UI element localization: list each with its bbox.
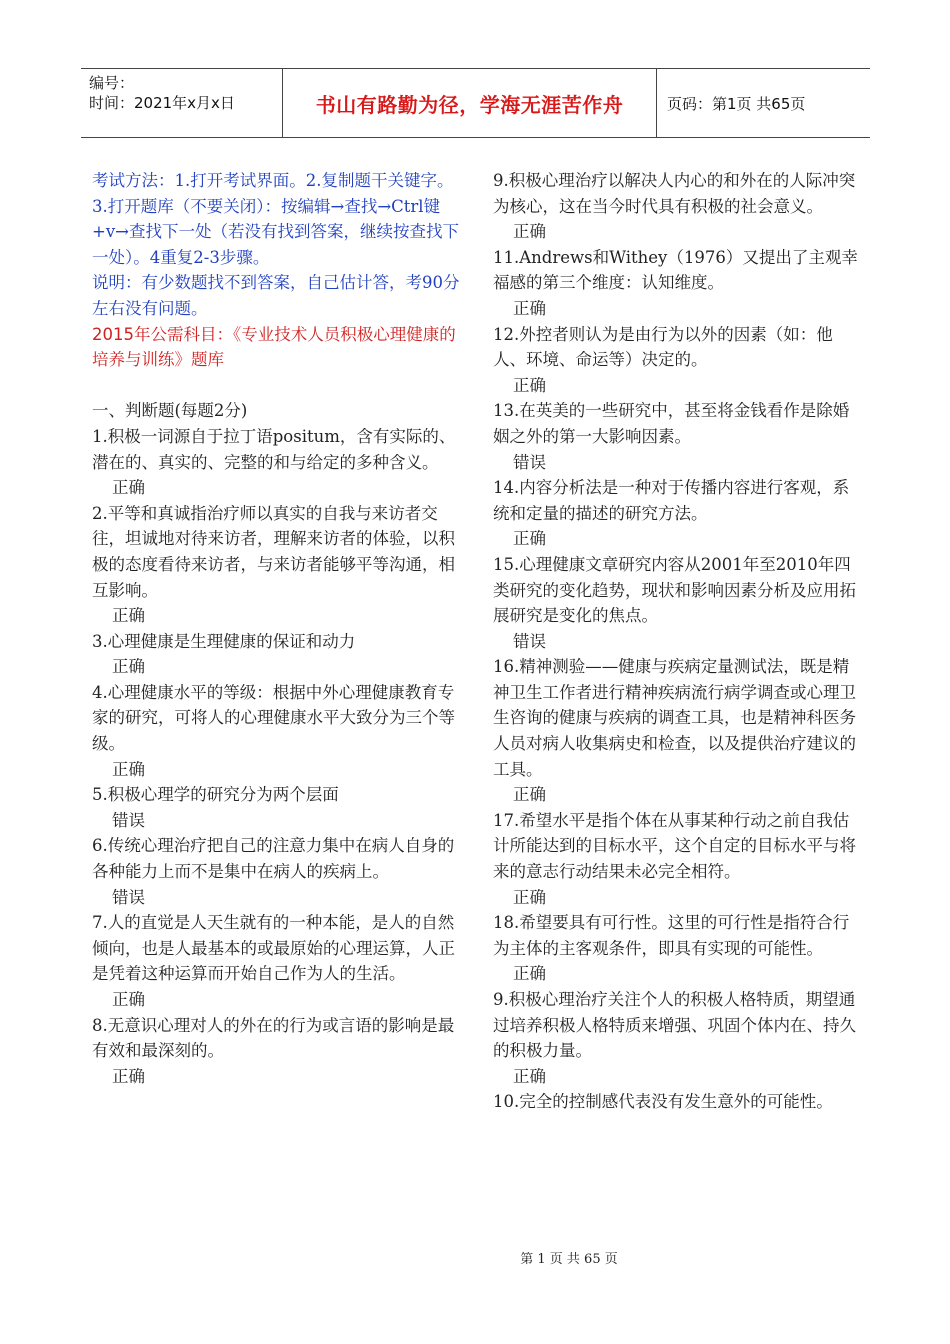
answer-text: 错误 — [112, 810, 145, 830]
question-text: 5.积极心理学的研究分为两个层面 — [92, 785, 339, 805]
question-text: 6.传统心理治疗把自己的注意力集中在病人自身的各种能力上而不是集中在病人的疾病上。 — [92, 836, 455, 882]
question-text: 18.希望要具有可行性。这里的可行性是指符合行为主体的主客观条件，即具有实现的可能性。 — [493, 913, 850, 958]
answer-text: 正确 — [513, 1066, 546, 1086]
answer-text: 正确 — [112, 657, 145, 677]
question-text: 2.平等和真诚指治疗师以真实的自我与来访者交往，坦诚地对待来访者，理解来访者的体验，以积极的态度看待来访者，与来访者能够平等沟通，相互影响。 — [92, 503, 455, 600]
right-column — [493, 168, 861, 1115]
footer-page-number: 第 1 页 共 65 页 — [520, 1252, 618, 1267]
question-text: 9.积极心理治疗关注个人的积极人格特质，期望通过培养积极人格特质来增强、巩固个体内在、持久的积极力量。 — [493, 990, 856, 1061]
left-column — [92, 168, 462, 1089]
section-title: 一、判断题(每题2分) — [92, 401, 248, 421]
header-table — [81, 68, 870, 138]
question-text: 4.心理健康水平的等级：根据中外心理健康教育专家的研究，可将人的心理健康水平大致分为三个等级。 — [92, 682, 455, 754]
answer-text: 正确 — [513, 964, 546, 984]
answer-text: 正确 — [112, 1066, 145, 1086]
question-text: 16.精神测验——健康与疾病定量测试法，既是精神卫生工作者进行精神疾病流行病学调查或心理卫生咨询的健康与疾病的调查工具，也是精神科医务人员对病人收集病史和检查，以及提供治疗建议的工具。 — [493, 657, 856, 779]
answer-text: 正确 — [112, 990, 145, 1009]
answer-text: 错误 — [513, 452, 546, 472]
question-text: 8.无意识心理对人的外在的行为或言语的影响是最有效和最深刻的。 — [92, 1015, 455, 1061]
answer-text: 错误 — [513, 631, 546, 651]
answer-text: 正确 — [513, 785, 546, 805]
question-text: 12.外控者则认为是由行为以外的因素（如：他人、环境、命运等）决定的。 — [493, 324, 833, 370]
exam-method-text: 考试方法：1.打开考试界面。2.复制题干关键字。3.打开题库（不要关闭）：按编辑→查找→Ctrl键+v→查找下一处（若没有找到答案，继续按查找下一处）。4重复2-3步骤。 — [92, 171, 459, 267]
left-question-list — [92, 424, 462, 1089]
answer-text: 正确 — [513, 375, 546, 395]
time-label: 时间：2021年x月x日 — [89, 94, 235, 112]
answer-text: 正确 — [513, 222, 546, 242]
question-text: 13.在英美的一些研究中，甚至将金钱看作是除婚姻之外的第一大影响因素。 — [493, 401, 850, 446]
answer-text: 正确 — [513, 298, 546, 318]
question-text: 15.心理健康文章研究内容从2001年至2010年四类研究的变化趋势，现状和影响因素分析及应用拓展研究是变化的焦点。 — [493, 554, 856, 626]
answer-text: 错误 — [112, 887, 145, 907]
motto: 书山有路勤为径，学海无涯苦作舟 — [283, 69, 657, 137]
answer-text: 正确 — [112, 478, 145, 498]
question-text: 10.完全的控制感代表没有发生意外的可能性。 — [493, 1092, 833, 1112]
question-text: 17.希望水平是指个体在从事某种行动之前自我估计所能达到的目标水平，这个自定的目标水平与将来的意志行动结果未必完全相符。 — [493, 810, 856, 882]
question-text: 14.内容分析法是一种对于传播内容进行客观，系统和定量的描述的研究方法。 — [493, 478, 850, 523]
answer-text: 正确 — [112, 606, 145, 626]
header-left-cell — [81, 69, 283, 137]
question-text: 3.心理健康是生理健康的保证和动力 — [92, 631, 356, 651]
note-text: 说明：有少数题找不到答案，自己估计答，考90分左右没有问题。 — [92, 273, 460, 318]
page-label: 页码：第1页 共65页 — [667, 94, 806, 113]
subject-title: 2015年公需科目：《专业技术人员积极心理健康的培养与训练》题库 — [92, 324, 456, 370]
answer-text: 正确 — [112, 759, 145, 779]
question-text: 11.Andrews和Withey（1976）又提出了主观幸福感的第三个维度：认知维度。 — [493, 247, 858, 293]
answer-text: 正确 — [513, 529, 546, 549]
right-question-list — [493, 168, 861, 1115]
question-text: 9.积极心理治疗以解决人内心的和外在的人际冲突为核心，这在当今时代具有积极的社会意义。 — [493, 171, 856, 216]
answer-text: 正确 — [513, 887, 546, 907]
question-text: 1.积极一词源自于拉丁语positum，含有实际的、潜在的、真实的、完整的和与给定的多种含义。 — [92, 426, 456, 472]
page-footer — [0, 1248, 950, 1267]
number-label: 编号： — [89, 74, 135, 92]
question-text: 7.人的直觉是人天生就有的一种本能，是人的自然倾向，也是人最基本的或最原始的心理运算，人正是凭着这种运算而开始自己作为人的生活。 — [92, 913, 455, 984]
